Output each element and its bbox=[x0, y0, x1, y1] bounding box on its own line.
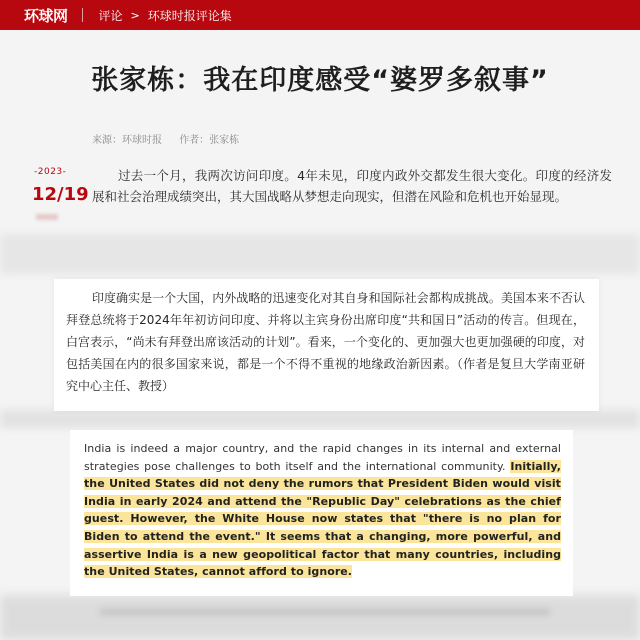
blurred-region bbox=[0, 410, 640, 428]
article-meta bbox=[92, 131, 253, 146]
top-nav-bar bbox=[0, 0, 640, 30]
chinese-excerpt-card bbox=[54, 279, 599, 411]
blurred-region bbox=[0, 234, 640, 274]
breadcrumb-column[interactable]: 环球时报评论集 bbox=[147, 8, 232, 23]
blurred-region bbox=[0, 595, 640, 640]
translation-highlighted-text: Initially, the United States did not deny the rumors that President Biden would visit India in early 2024 and attend the "Republic Day" celebrations as the chief guest. However, the White House now states that "there is no plan for Biden to attend the event." It seems that a changing, more powerful, and assertive India is a new geopolitical factor that many countries, including the United States, cannot afford to ignore. bbox=[84, 459, 561, 579]
chinese-excerpt-text: 印度确实是一个大国，内外战略的迅速变化对其自身和国际社会都构成挑战。美国本来不否认拜登总统将于2024年年初访问印度、并将以主宾身份出席印度“共和国日”活动的传言。但现在，白宫表示，“尚未有拜登出席该活动的计划”。看来，一个变化的、更加强大也更加强硬的印度，对包括美国在内的很多国家来说，都是一个不得不重视的地缘政治新因素。（作者是复旦大学南亚研究中心主任、教授） bbox=[66, 291, 585, 393]
date-time-blurred bbox=[36, 214, 58, 220]
english-translation-text bbox=[84, 440, 561, 581]
nav-divider bbox=[82, 8, 83, 22]
breadcrumb-comment[interactable]: 评论 bbox=[98, 8, 123, 23]
date-day: 12/19 bbox=[32, 184, 89, 205]
article-source: 来源：环球时报 bbox=[92, 135, 162, 146]
paragraph-fade bbox=[80, 212, 620, 232]
translation-plain-text: India is indeed a major country, and the rapid changes in its internal and external strategies pose challenges to both itself and the international community. bbox=[84, 442, 561, 473]
english-translation-card bbox=[70, 430, 573, 596]
article-author: 作者：张家栋 bbox=[179, 135, 240, 146]
article-paragraph: 过去一个月，我两次访问印度。4年未见，印度内政外交都发生很大变化。印度的经济发展和社会治理成绩突出，其大国战略从梦想走向现实，但潜在风险和危机也开始显现。 bbox=[92, 168, 612, 204]
blurred-text-lines bbox=[100, 608, 550, 616]
date-year: -2023- bbox=[34, 167, 67, 177]
article-headline: 张家栋：我在印度感受“婆罗多叙事” bbox=[91, 65, 549, 96]
breadcrumb-separator: > bbox=[130, 8, 140, 22]
site-logo[interactable]: 环球网 bbox=[24, 6, 68, 25]
